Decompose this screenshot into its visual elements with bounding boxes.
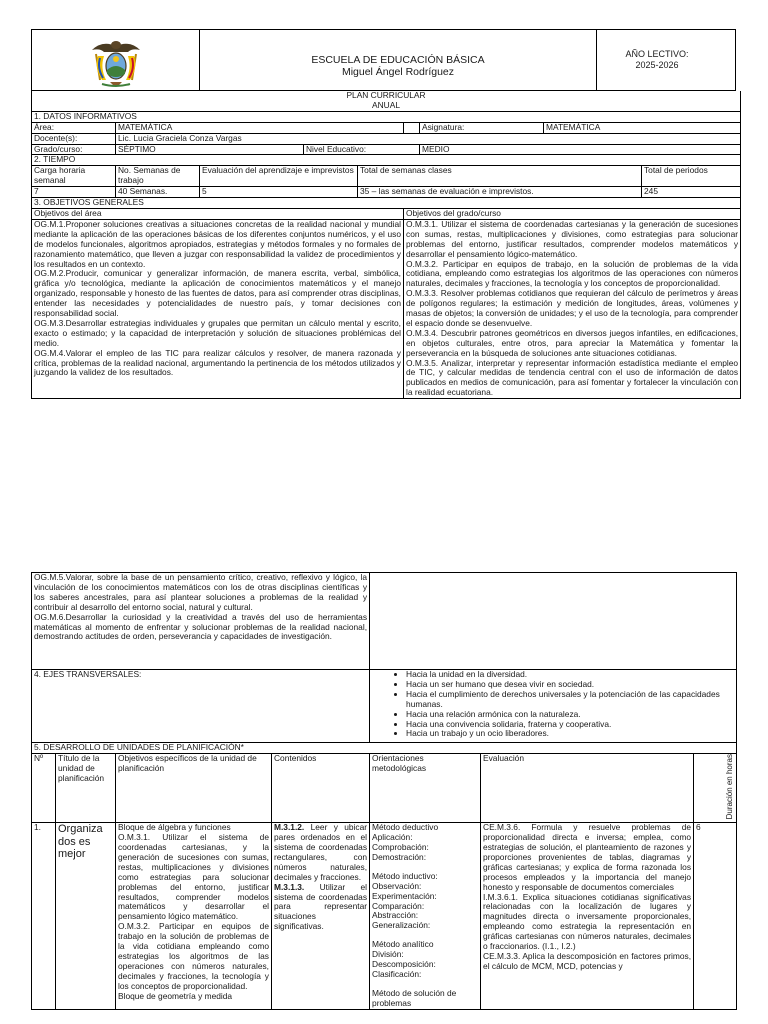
col-header-num: Nº bbox=[32, 753, 56, 822]
area-label: Área: bbox=[32, 122, 116, 133]
objetivos-area-continued bbox=[32, 573, 370, 670]
col-header-titulo: Título de la unidad de planificación bbox=[56, 753, 116, 822]
section-tiempo: 2. TIEMPO bbox=[32, 155, 741, 166]
eje-item: • Hacia un ser humano que desea vivir en sociedad. bbox=[406, 680, 734, 690]
objetivos-grado-cell bbox=[404, 219, 741, 398]
objetivo-om-3-2: O.M.3.2. Participar en equipos de trabajo, en la solución de problemas de la vida cotidiana, empleando como estrategias los algoritmos de las operaciones con números naturales, decimales y fracciones, la tecnología y los conceptos de proporcionalidad. bbox=[406, 258, 739, 289]
grado-label: Grado/curso: bbox=[32, 144, 116, 155]
eje-item: • Hacia una relación armónica con la naturaleza. bbox=[406, 710, 734, 720]
school-name: ESCUELA DE EDUCACIÓN BÁSICA bbox=[311, 54, 485, 66]
objetivos-grado-header: Objetivos del grado/curso bbox=[404, 208, 741, 219]
bloque-algebra: Bloque de álgebra y funciones bbox=[118, 822, 231, 833]
asignatura-label: Asignatura: bbox=[420, 122, 544, 133]
objetivos-area-cell bbox=[32, 219, 404, 398]
row-num: 1. bbox=[32, 823, 56, 1010]
nivel-value: MEDIO bbox=[420, 144, 741, 155]
row-titulo: Organiza dos es mejor bbox=[56, 823, 116, 1010]
objetivo-og-m4: OG.M.4.Valorar el empleo de las TIC para realizar cálculos y resolver, de manera razonada y crítica, problemas de la realidad nacional, argumentando la pertinencia de los métodos utilizados y juzgando la validez de los resultados. bbox=[34, 347, 401, 378]
grado-value: SÉPTIMO bbox=[116, 144, 304, 155]
evaluacion-header: Evaluación del aprendizaje e imprevistos bbox=[200, 166, 358, 187]
semanas-value: 40 Semanas. bbox=[116, 187, 200, 198]
bloque-geometria: Bloque de geometría y medida bbox=[118, 990, 233, 1001]
nivel-label: Nivel Educativo: bbox=[304, 144, 420, 155]
ejes-list-cell bbox=[370, 670, 737, 743]
contenido-2: M.3.1.3. Utilizar el sistema de coordenadas para representar situaciones significativas. bbox=[274, 881, 368, 932]
docente-label: Docente(s): bbox=[32, 133, 116, 144]
objetivo-unidad-1: O.M.3.1. Utilizar el sistema de coordenadas cartesianas, y la generación de sucesiones con sumas, restas, multiplicaciones y divisiones como estrategias para solucionar problemas del entorno, justificar resultados, comprender modelos matemáticos y desarrollar el pensamiento lógico matemático. bbox=[118, 832, 269, 922]
section-desarrollo: 5. DESARROLLO DE UNIDADES DE PLANIFICACIÓN* bbox=[32, 743, 737, 754]
col-header-contenidos: Contenidos bbox=[272, 753, 370, 822]
objetivo-om-3-4: O.M.3.4. Descubrir patrones geométricos en diversos juegos infantiles, en edificaciones, en objetos culturales, entre otros, para apreciar la Matemática y fomentar la perseverancia en la búsqueda de soluciones ante situaciones cotidianas. bbox=[406, 327, 739, 358]
year-label: AÑO LECTIVO: bbox=[625, 49, 689, 59]
contenido-1: M.3.1.2. Leer y ubicar pares ordenados en el sistema de coordenadas rectangulares, con números naturales, decimales y fracciones. bbox=[274, 822, 368, 882]
objetivo-om-3-1: O.M.3.1. Utilizar el sistema de coordenadas cartesianas y la generación de sucesiones con sumas, restas, multiplicaciones y divisiones, como estrategias para solucionar problemas del entorno, justificar resultados, comprender modelos matemáticos y desarrollar el pensamiento lógico-matemático. bbox=[406, 218, 739, 259]
row-objetivos-cell bbox=[116, 823, 272, 1010]
total-periodos-value: 245 bbox=[642, 187, 741, 198]
col-header-duracion: Duración en horas bbox=[725, 753, 735, 820]
total-semanas-header: Total de semanas clases bbox=[358, 166, 642, 187]
section-objetivos: 3. OBJETIVOS GENERALES bbox=[32, 198, 741, 209]
row-evaluacion-cell bbox=[481, 823, 694, 1010]
row-duracion: 6 bbox=[694, 823, 737, 1010]
year-value: 2025-2026 bbox=[635, 59, 679, 70]
row-orientaciones-cell: Método deductivo Aplicación: Comprobación: Demostración: Método inductivo: Observación: Experimentación: Comparación: Abstracción: Generalización: Método analítico División: Descomposición: Clasificación: Método de solución de problemas bbox=[370, 823, 481, 1010]
objetivo-om-3-3: O.M.3.3. Resolver problemas cotidianos que requieran del cálculo de perímetros y áreas de polígonos regulares; la estimación y medición de longitudes, áreas, volúmenes y masas de objetos; la conversión de unidades; y el uso de la tecnología, para comprender el espacio donde se desenvuelve. bbox=[406, 288, 739, 328]
criterio-ce-m-3-6: CE.M.3.6. Formula y resuelve problemas de proporcionalidad directa e inversa; emplea, como estrategias de solución, el planteamiento de razones y proporciones provenientes de tablas, diagramas y gráficas cartesianas; y explica de forma razonada los procesos empleados y la importancia del manejo honesto y responsable de documentos comerciales bbox=[483, 822, 692, 892]
evaluacion-value: 5 bbox=[200, 187, 358, 198]
asignatura-value: MATEMÁTICA bbox=[544, 122, 741, 133]
col-header-orientaciones: Orientaciones metodológicas bbox=[370, 753, 481, 822]
row-contenidos-cell bbox=[272, 823, 370, 1010]
school-person: Miguel Ángel Rodríguez bbox=[341, 66, 455, 79]
col-header-evaluacion: Evaluación bbox=[481, 753, 694, 822]
objetivo-unidad-2: O.M.3.2. Participar en equipos de trabajo en la solución de problemas de la vida cotidiana empleando como estrategias los algoritmos de las operaciones con números naturales, decimales y fracciones, la tecnología y los conceptos de proporcionalidad. bbox=[118, 921, 269, 991]
area-value: MATEMÁTICA bbox=[116, 122, 404, 133]
coat-of-arms-icon bbox=[88, 36, 144, 88]
criterio-ce-m-3-3: CE.M.3.3. Aplica la descomposición en factores primos, el cálculo de MCM, MCD, potencias y bbox=[483, 950, 692, 971]
section-ejes: 4. EJES TRANSVERSALES: bbox=[32, 670, 370, 743]
objetivo-og-m3: OG.M.3.Desarrollar estrategias individuales y grupales que permitan un cálculo mental y escrito, exacto o estimado; y la capacidad de interpretación y solución de situaciones problémicas del medio. bbox=[34, 317, 401, 348]
carga-horaria-header: Carga horaria semanal bbox=[32, 166, 116, 187]
eje-item: • Hacia un trabajo y un ocio liberadores. bbox=[406, 729, 734, 739]
section-datos-informativos: 1. DATOS INFORMATIVOS bbox=[32, 111, 741, 122]
carga-horaria-value: 7 bbox=[32, 187, 116, 198]
plan-table bbox=[31, 91, 741, 399]
objetivo-og-m6: OG.M.6.Desarrollar la curiosidad y la creatividad a través del uso de herramientas matemáticas al momento de enfrentar y solucionar problemas de la realidad nacional, demostrando actitudes de orden, perseverancia y capacidades de investigación. bbox=[34, 611, 368, 642]
objetivo-og-m2: OG.M.2.Producir, comunicar y generalizar información, de manera escrita, verbal, simbólica, gráfica y/o tecnológica, mediante la aplicación de conocimientos matemáticos y el manejo organizado, responsable y honesto de las fuentes de datos, para así comprender otras disciplinas, entender las necesidades y potencialidades de nuestro país, y tomar decisiones con responsabilidad social. bbox=[34, 268, 401, 319]
plan-table-continued bbox=[31, 572, 737, 1010]
eje-item: • Hacia la unidad en la diversidad. bbox=[406, 670, 734, 680]
ejes-list bbox=[372, 670, 734, 739]
document-header bbox=[31, 29, 736, 91]
total-semanas-value: 35 – las semanas de evaluación e imprevistos. bbox=[358, 187, 642, 198]
plan-title: PLAN CURRICULAR ANUAL bbox=[32, 91, 741, 111]
objetivo-og-m1: OG.M.1.Proponer soluciones creativas a situaciones concretas de la realidad nacional y mundial mediante la aplicación de las operaciones básicas de los diferentes conjuntos numéricos, y el uso de modelos funcionales, algoritmos apropiados, estrategias y métodos formales y no formales de razonamiento matemático, que lleven a juzgar con responsabilidad la validez de procedimientos y los resultados en un contexto. bbox=[34, 218, 401, 269]
docente-value: Lic. Lucia Graciela Conza Vargas bbox=[116, 133, 741, 144]
indicador-i-m-3-6-1: I.M.3.6.1. Explica situaciones cotidianas significativas relacionadas con la localización de lugares y magnitudes directa o inversamente proporcionales, empleando como estrategia la representación en gráficas cartesianas con números naturales, decimales o fraccionarios. (I.1., I.2.) bbox=[483, 891, 692, 952]
eje-item: • Hacia una convivencia solidaria, fraterna y cooperativa. bbox=[406, 720, 734, 730]
objetivos-area-header: Objetivos del área bbox=[32, 208, 404, 219]
objetivo-og-m5: OG.M.5.Valorar, sobre la base de un pensamiento crítico, creativo, reflexivo y lógico, la vinculación de los conocimientos matemáticos con los de otras disciplinas científicas y los saberes ancestrales, para así plantear soluciones a problemas de la realidad y contribuir al desarrollo del entorno social, natural y cultural. bbox=[34, 572, 368, 612]
total-periodos-header: Total de periodos bbox=[642, 166, 741, 187]
eje-item: • Hacia el cumplimiento de derechos universales y la potenciación de las capacidades humanas. bbox=[406, 690, 734, 710]
objetivo-om-3-5: O.M.3.5. Analizar, interpretar y representar información estadística mediante el empleo de TIC, y calcular medidas de tendencia central con el uso de información de datos publicados en medios de comunicación, para así fomentar y fortalecer la vinculación con la realidad ecuatoriana. bbox=[406, 357, 739, 398]
col-header-objetivos: Objetivos específicos de la unidad de planificación bbox=[116, 753, 272, 822]
semanas-header: No. Semanas de trabajo bbox=[116, 166, 200, 187]
